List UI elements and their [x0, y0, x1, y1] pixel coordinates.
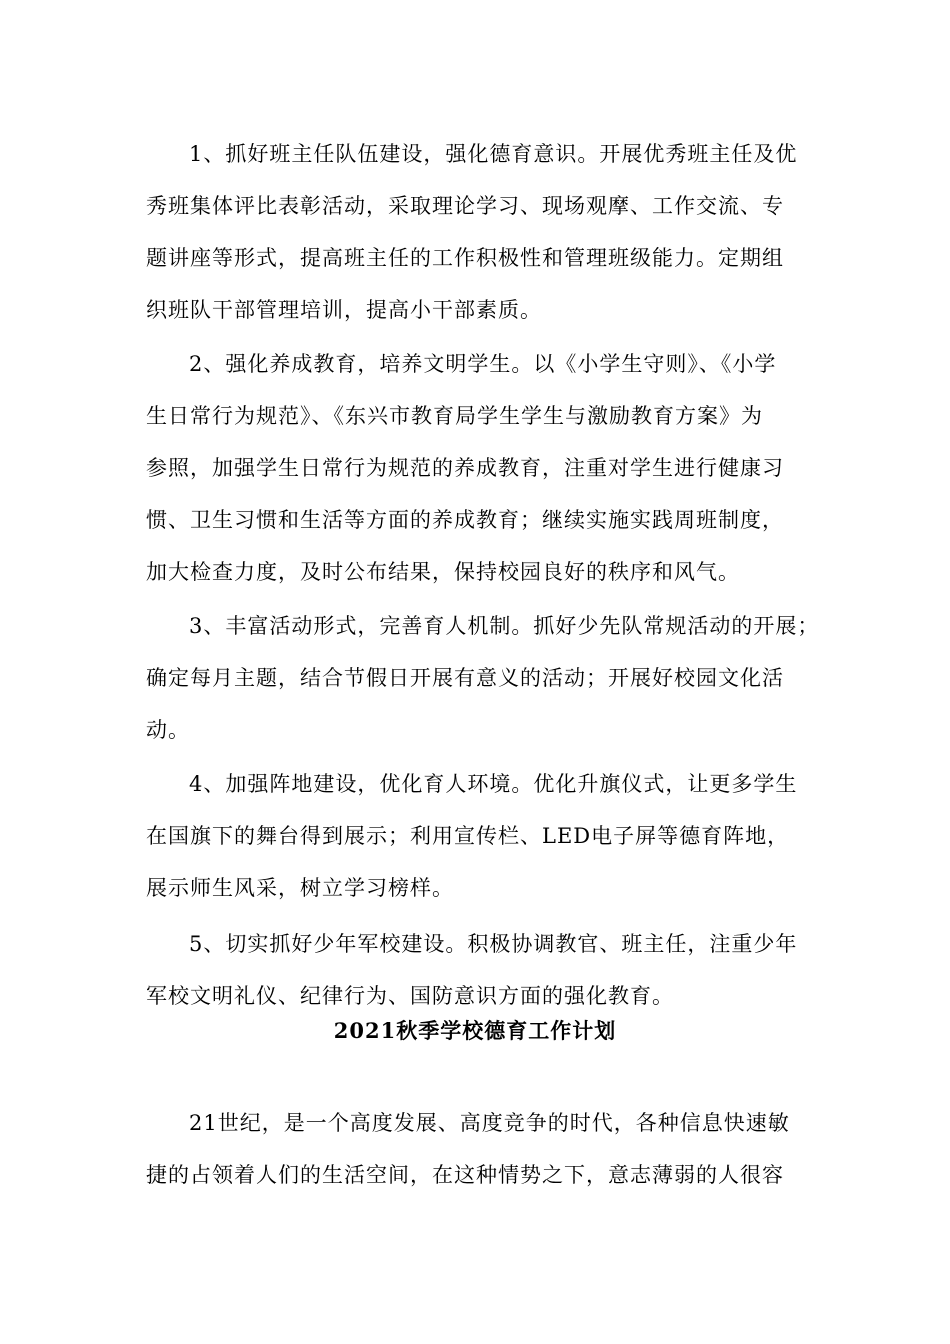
- paragraph-line: 惯、卫生习惯和生活等方面的养成教育；继续实施实践周班制度，: [146, 508, 784, 532]
- paragraph-line: 生日常行为规范》、《东兴市教育局学生学生与激励教育方案》为: [146, 404, 763, 428]
- paragraph-line: 加大检查力度，及时公布结果，保持校园良好的秩序和风气。: [146, 560, 740, 584]
- paragraph-line: 3、丰富活动形式，完善育人机制。抓好少先队常规活动的开展；: [189, 614, 820, 638]
- paragraph-line: 确定每月主题，结合节假日开展有意义的活动；开展好校园文化活: [146, 666, 784, 690]
- section-heading: 2021秋季学校德育工作计划: [333, 1018, 617, 1043]
- paragraph-line: 4、加强阵地建设，优化育人环境。优化升旗仪式，让更多学生: [189, 772, 798, 796]
- paragraph-line: 动。: [146, 718, 190, 742]
- paragraph-line: 在国旗下的舞台得到展示；利用宣传栏、LED电子屏等德育阵地，: [146, 824, 790, 848]
- paragraph-line: 捷的占领着人们的生活空间，在这种情势之下，意志薄弱的人很容: [146, 1163, 784, 1187]
- paragraph-line: 展示师生风采，树立学习榜样。: [146, 876, 454, 900]
- paragraph-line: 5、切实抓好少年军校建设。积极协调教官、班主任，注重少年: [189, 932, 798, 956]
- paragraph-line: 参照，加强学生日常行为规范的养成教育，注重对学生进行健康习: [146, 456, 784, 480]
- paragraph-line: 21世纪，是一个高度发展、高度竞争的时代，各种信息快速敏: [189, 1111, 790, 1135]
- paragraph-line: 军校文明礼仪、纪律行为、国防意识方面的强化教育。: [146, 984, 674, 1008]
- paragraph-line: 秀班集体评比表彰活动，采取理论学习、现场观摩、工作交流、专: [146, 194, 784, 218]
- paragraph-line: 1、抓好班主任队伍建设，强化德育意识。开展优秀班主任及优: [189, 142, 798, 166]
- paragraph-line: 织班队干部管理培训，提高小干部素质。: [146, 298, 542, 322]
- paragraph-line: 2、强化养成教育，培养文明学生。以《小学生守则》、《小学: [189, 352, 777, 376]
- paragraph-line: 题讲座等形式，提高班主任的工作积极性和管理班级能力。定期组: [146, 246, 784, 270]
